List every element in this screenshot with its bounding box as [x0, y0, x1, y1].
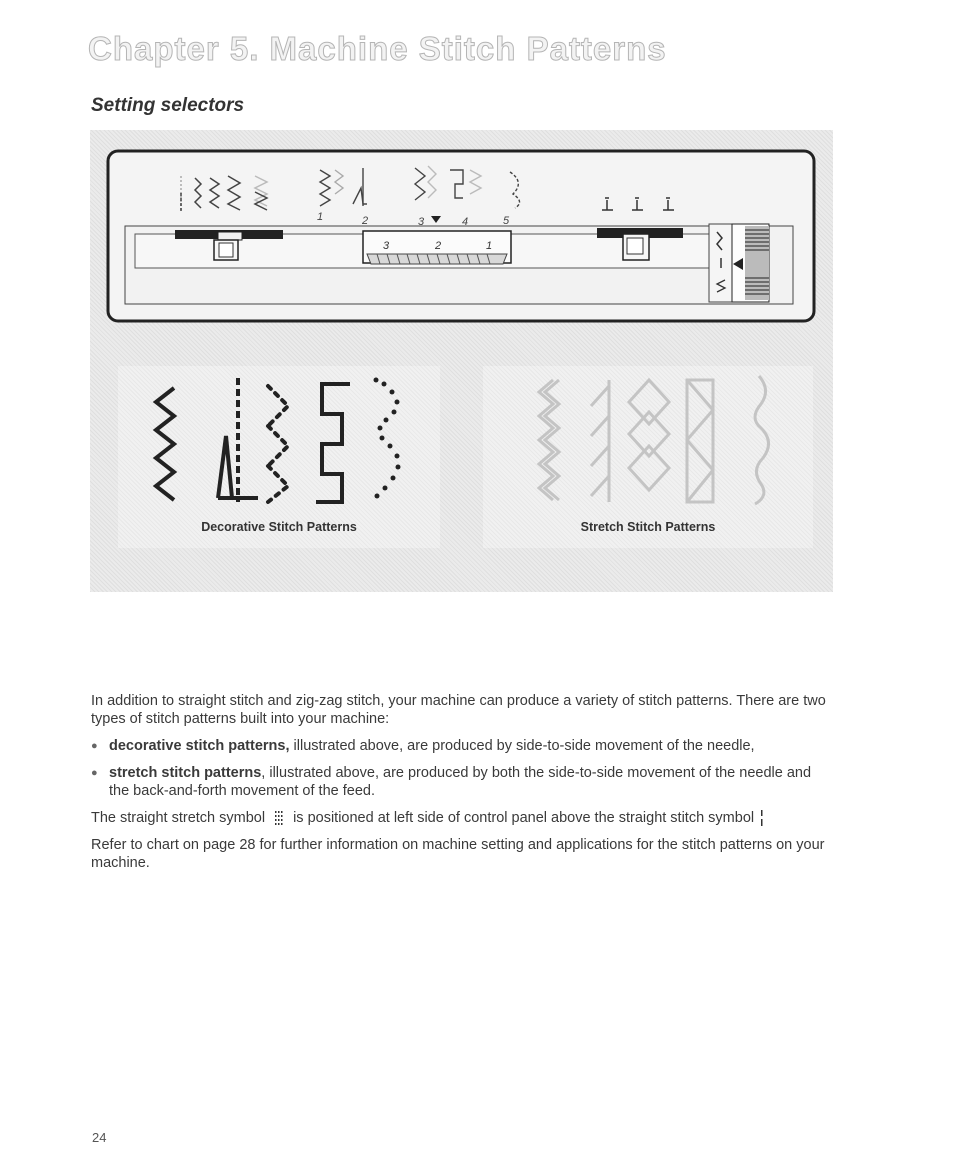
window-number-3: 3 — [383, 240, 390, 252]
dial-number-1: 1 — [317, 211, 324, 223]
page-number: 24 — [92, 1130, 107, 1145]
straight-stitch-symbol-icon — [760, 810, 764, 826]
term-decorative: decorative stitch patterns, — [109, 738, 290, 754]
window-number-1: 1 — [486, 240, 493, 252]
width-dial-icon — [709, 224, 769, 302]
refer-paragraph: Refer to chart on page 28 for further information on machine setting and applications for the stitch patterns on your machine. — [91, 837, 825, 871]
bullet-icon: ● — [91, 767, 98, 779]
straight-stretch-symbol-icon — [275, 811, 283, 825]
decorative-caption: Decorative Stitch Patterns — [201, 520, 357, 534]
bullet-icon: ● — [91, 740, 98, 752]
dial-number-2: 2 — [362, 215, 369, 227]
pattern-number-window — [363, 231, 511, 264]
dial-number-3: 3 — [418, 216, 425, 228]
section-title: Setting selectors — [91, 95, 245, 116]
stretch-caption: Stretch Stitch Patterns — [580, 520, 716, 534]
intro-paragraph: In addition to straight stitch and zig-zag stitch, your machine can produce a variety of stitch patterns. There are two types of stitch patterns built into your machine: — [91, 693, 826, 727]
bullet-decorative-text: illustrated above, are produced by side-to-side movement of the needle, — [289, 738, 755, 754]
decorative-patterns-box — [118, 366, 440, 548]
control-panel-illustration — [105, 148, 817, 324]
straight-stretch-paragraph — [91, 809, 832, 827]
stretch-patterns-box — [483, 366, 813, 548]
window-number-2: 2 — [435, 240, 442, 252]
dial-number-4: 4 — [462, 216, 469, 228]
straight-stretch-text-a: The straight stretch symbol — [91, 810, 266, 826]
dial-number-5: 5 — [503, 215, 510, 227]
bullet-decorative — [91, 737, 832, 755]
chapter-title: Chapter 5. Machine Stitch Patterns — [88, 30, 667, 67]
straight-stretch-text-b: is positioned at left side of control panel above the straight stitch symbol — [293, 810, 755, 826]
bullet-stretch — [91, 764, 832, 800]
body-text — [91, 692, 832, 881]
bullet-stretch-text: , illustrated above, are produced by both the side-to-side movement of the needle and the back-and-forth movement of the feed. — [109, 765, 812, 799]
term-stretch: stretch stitch patterns — [109, 765, 262, 781]
